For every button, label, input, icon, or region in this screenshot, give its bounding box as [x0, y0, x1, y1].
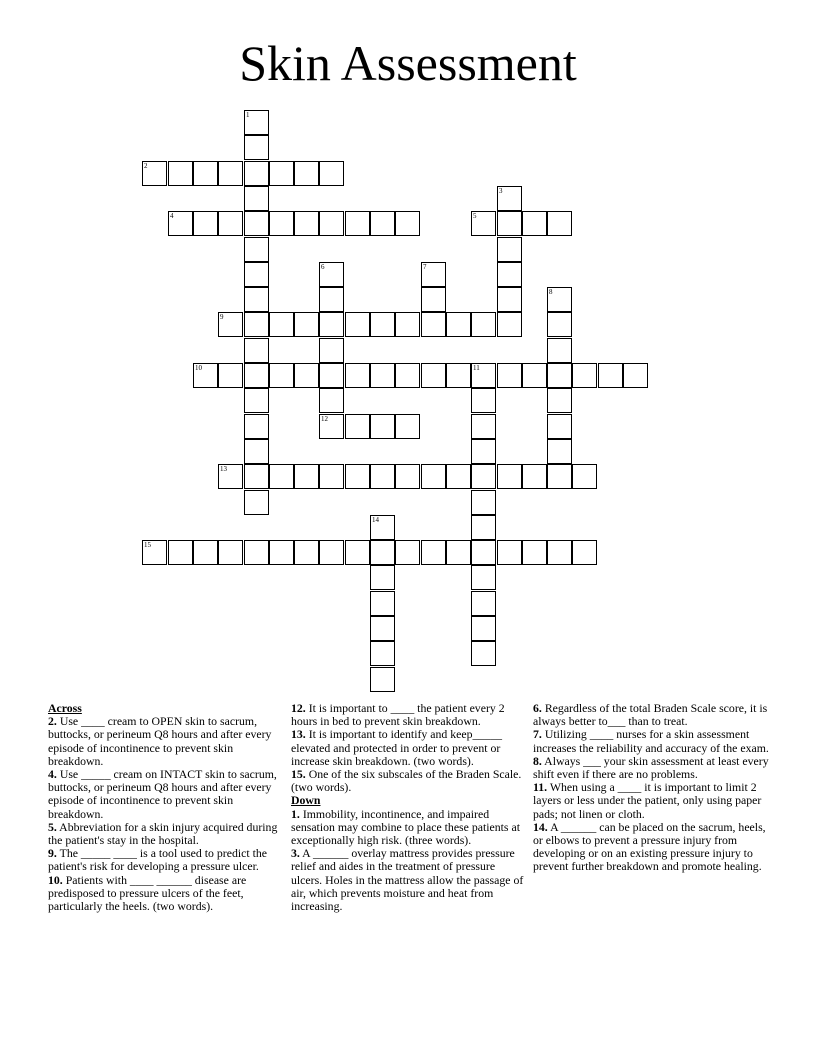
- clue-text: Use _____ cream on INTACT skin to sacrum, buttocks, or perineum Q8 hours and after every episode of incontinence to prevent skin breakdown.: [48, 767, 277, 821]
- grid-cell[interactable]: [471, 540, 496, 565]
- grid-cell[interactable]: [319, 388, 344, 413]
- clue-number: 1.: [291, 806, 300, 821]
- grid-cell[interactable]: [193, 363, 218, 388]
- clue-number: 15.: [291, 767, 306, 782]
- grid-cell[interactable]: [471, 414, 496, 439]
- clue-text: Immobility, incontinence, and impaired sensation may combine to place these patients at exceptionally high risk. (three words).: [291, 806, 520, 848]
- clue-number: 14.: [533, 819, 548, 834]
- grid-cell[interactable]: [471, 616, 496, 641]
- grid-cell[interactable]: [294, 161, 319, 186]
- grid-cell[interactable]: [497, 186, 522, 211]
- grid-cell[interactable]: [395, 312, 420, 337]
- grid-cell[interactable]: [395, 363, 420, 388]
- grid-cell[interactable]: [345, 211, 370, 236]
- clue-text: Regardless of the total Braden Scale score, it is always better to___ than to treat.: [533, 701, 768, 729]
- grid-cell[interactable]: [547, 439, 572, 464]
- clue-text: It is important to identify and keep_____ elevated and protected in order to prevent or increase skin breakdown. (two words).: [291, 727, 503, 768]
- clue-number: 4.: [48, 767, 57, 782]
- grid-cell[interactable]: [294, 464, 319, 489]
- grid-cell[interactable]: [370, 414, 395, 439]
- grid-cell[interactable]: [345, 312, 370, 337]
- grid-cell[interactable]: [244, 338, 269, 363]
- grid-cell[interactable]: [471, 515, 496, 540]
- grid-cell[interactable]: [370, 667, 395, 692]
- grid-cell[interactable]: [294, 363, 319, 388]
- grid-cell[interactable]: [471, 565, 496, 590]
- clue-text: Utilizing ____ nurses for a skin assessment increases the reliability and accuracy of the exam.: [533, 727, 769, 755]
- grid-cell[interactable]: [522, 464, 547, 489]
- grid-cell[interactable]: [446, 363, 471, 388]
- clue-number: 8.: [533, 753, 542, 768]
- clues-column-2: [291, 702, 527, 913]
- grid-cell[interactable]: [142, 161, 167, 186]
- grid-cell[interactable]: [370, 565, 395, 590]
- grid-cell[interactable]: [319, 464, 344, 489]
- cell-number: 1: [246, 111, 250, 119]
- grid-cell[interactable]: [269, 464, 294, 489]
- clue-down-8: [533, 755, 773, 781]
- grid-cell[interactable]: [319, 414, 344, 439]
- grid-cell[interactable]: [218, 161, 243, 186]
- grid-cell[interactable]: [218, 540, 243, 565]
- grid-cell[interactable]: [319, 161, 344, 186]
- grid-cell[interactable]: [471, 312, 496, 337]
- clue-number: 12.: [291, 701, 306, 715]
- grid-cell[interactable]: [471, 591, 496, 616]
- grid-cell[interactable]: [547, 388, 572, 413]
- grid-cell[interactable]: [547, 312, 572, 337]
- grid-cell[interactable]: [421, 540, 446, 565]
- cell-number: 13: [220, 465, 227, 473]
- clues-column-3: [533, 702, 773, 874]
- grid-cell[interactable]: [370, 616, 395, 641]
- grid-cell[interactable]: [269, 211, 294, 236]
- grid-cell[interactable]: [269, 540, 294, 565]
- grid-cell[interactable]: [395, 464, 420, 489]
- grid-cell[interactable]: [370, 515, 395, 540]
- grid-cell[interactable]: [193, 540, 218, 565]
- grid-cell[interactable]: [294, 211, 319, 236]
- grid-cell[interactable]: [244, 110, 269, 135]
- clue-across-4: [48, 768, 278, 821]
- clue-number: 10.: [48, 872, 63, 887]
- grid-cell[interactable]: [244, 135, 269, 160]
- clue-across-12: [291, 702, 527, 728]
- grid-cell[interactable]: [395, 540, 420, 565]
- grid-cell[interactable]: [547, 414, 572, 439]
- grid-cell[interactable]: [244, 363, 269, 388]
- grid-cell[interactable]: [421, 363, 446, 388]
- clue-number: 5.: [48, 819, 57, 834]
- cell-number: 9: [220, 313, 224, 321]
- grid-cell[interactable]: [345, 414, 370, 439]
- grid-cell[interactable]: [497, 287, 522, 312]
- grid-cell[interactable]: [471, 464, 496, 489]
- clue-number: 6.: [533, 701, 542, 715]
- page-title: Skin Assessment: [239, 35, 577, 91]
- grid-cell[interactable]: [244, 490, 269, 515]
- grid-cell[interactable]: [446, 312, 471, 337]
- clue-text: Abbreviation for a skin injury acquired during the patient's stay in the hospital.: [48, 819, 278, 848]
- clue-across-15: [291, 768, 527, 794]
- grid-cell[interactable]: [319, 211, 344, 236]
- grid-cell[interactable]: [244, 211, 269, 236]
- clue-text: The _____ ____ is a tool used to predict the patient's risk for developing a pressure ulcer.: [48, 846, 267, 874]
- cell-number: 12: [321, 415, 328, 423]
- grid-cell[interactable]: [623, 363, 648, 388]
- grid-cell[interactable]: [269, 161, 294, 186]
- grid-cell[interactable]: [572, 363, 597, 388]
- clue-down-14: [533, 821, 773, 874]
- clue-across-13: [291, 728, 527, 768]
- grid-cell[interactable]: [446, 464, 471, 489]
- grid-cell[interactable]: [345, 363, 370, 388]
- clue-down-3: [291, 847, 527, 913]
- grid-cell[interactable]: [294, 540, 319, 565]
- grid-cell[interactable]: [471, 211, 496, 236]
- clue-text: It is important to ____ the patient every 2 hours in bed to prevent skin breakdown.: [291, 701, 505, 729]
- cell-number: 8: [549, 288, 553, 296]
- grid-cell[interactable]: [522, 540, 547, 565]
- cell-number: 4: [170, 212, 174, 220]
- grid-cell[interactable]: [497, 237, 522, 262]
- grid-cell[interactable]: [421, 262, 446, 287]
- grid-cell[interactable]: [244, 262, 269, 287]
- cell-number: 15: [144, 541, 151, 549]
- cell-number: 10: [195, 364, 202, 372]
- grid-cell[interactable]: [471, 641, 496, 666]
- grid-cell[interactable]: [319, 363, 344, 388]
- grid-cell[interactable]: [244, 388, 269, 413]
- grid-cell[interactable]: [269, 363, 294, 388]
- cell-number: 3: [499, 187, 503, 195]
- clue-text: Use ____ cream to OPEN skin to sacrum, buttocks, or perineum Q8 hours and after every episode of incontinence to prevent skin breakdown.: [48, 714, 272, 768]
- grid-cell[interactable]: [497, 540, 522, 565]
- clue-across-9: [48, 847, 278, 873]
- clue-number: 3.: [291, 846, 300, 861]
- clue-number: 13.: [291, 727, 306, 742]
- grid-cell[interactable]: [345, 464, 370, 489]
- grid-cell[interactable]: [319, 312, 344, 337]
- grid-cell[interactable]: [471, 439, 496, 464]
- grid-cell[interactable]: [294, 312, 319, 337]
- grid-cell[interactable]: [244, 186, 269, 211]
- grid-cell[interactable]: [370, 312, 395, 337]
- grid-cell[interactable]: [193, 211, 218, 236]
- clue-down-6: [533, 702, 773, 728]
- grid-cell[interactable]: [244, 439, 269, 464]
- grid-cell[interactable]: [421, 287, 446, 312]
- grid-cell[interactable]: [244, 540, 269, 565]
- grid-cell[interactable]: [395, 414, 420, 439]
- grid-cell[interactable]: [522, 363, 547, 388]
- clue-down-11: [533, 781, 773, 821]
- grid-cell[interactable]: [244, 287, 269, 312]
- grid-cell[interactable]: [572, 540, 597, 565]
- grid-cell[interactable]: [218, 312, 243, 337]
- grid-cell[interactable]: [572, 464, 597, 489]
- grid-cell[interactable]: [547, 363, 572, 388]
- grid-cell[interactable]: [244, 312, 269, 337]
- grid-cell[interactable]: [370, 211, 395, 236]
- cell-number: 5: [473, 212, 477, 220]
- clue-text: Always ___ your skin assessment at least every shift even if there are no problems.: [533, 753, 769, 782]
- grid-cell[interactable]: [471, 363, 496, 388]
- clues-column-1: [48, 702, 278, 913]
- cell-number: 11: [473, 364, 480, 372]
- grid-cell[interactable]: [218, 464, 243, 489]
- grid-cell[interactable]: [547, 338, 572, 363]
- grid-cell[interactable]: [319, 338, 344, 363]
- clue-text: When using a ____ it is important to limit 2 layers or less under the patient, only using paper pads; not linen or cloth.: [533, 780, 762, 821]
- grid-cell[interactable]: [421, 464, 446, 489]
- cell-number: 14: [372, 516, 379, 524]
- grid-cell[interactable]: [193, 161, 218, 186]
- grid-cell[interactable]: [319, 262, 344, 287]
- grid-cell[interactable]: [547, 464, 572, 489]
- clue-text: A ______ can be placed on the sacrum, heels, or elbows to prevent a pressure injury from developing or on an existing pressure injury to prevent further breakdown and promote healing.: [533, 819, 766, 874]
- grid-cell[interactable]: [497, 262, 522, 287]
- grid-cell[interactable]: [547, 540, 572, 565]
- grid-cell[interactable]: [168, 540, 193, 565]
- grid-cell[interactable]: [370, 363, 395, 388]
- cell-number: 2: [144, 162, 148, 170]
- clue-number: 9.: [48, 846, 57, 861]
- grid-cell[interactable]: [497, 363, 522, 388]
- grid-cell[interactable]: [218, 211, 243, 236]
- clue-across-2: [48, 715, 278, 768]
- cell-number: 7: [423, 263, 427, 271]
- grid-cell[interactable]: [395, 211, 420, 236]
- clue-number: 7.: [533, 727, 542, 742]
- grid-cell[interactable]: [547, 211, 572, 236]
- grid-cell[interactable]: [168, 211, 193, 236]
- clue-down-1: [291, 808, 527, 848]
- grid-cell[interactable]: [598, 363, 623, 388]
- down-heading: Down: [291, 793, 321, 808]
- grid-cell[interactable]: [497, 464, 522, 489]
- grid-cell[interactable]: [142, 540, 167, 565]
- clue-number: 2.: [48, 714, 57, 729]
- clue-text: One of the six subscales of the Braden Scale. (two words).: [291, 767, 522, 795]
- clue-text: A ______ overlay mattress provides pressure relief and aides in the treatment of pressure ulcers. Holes in the mattress allow the passage of air, which prevents moisture and heat from increasing.: [291, 846, 524, 914]
- grid-cell[interactable]: [244, 237, 269, 262]
- grid-cell[interactable]: [370, 641, 395, 666]
- cell-number: 6: [321, 263, 325, 271]
- clue-down-7: [533, 728, 773, 754]
- grid-cell[interactable]: [497, 211, 522, 236]
- clue-text: Patients with ____ ______ disease are predisposed to pressure ulcers of the feet, particularly the heels. (two words).: [48, 872, 247, 914]
- grid-cell[interactable]: [269, 312, 294, 337]
- clue-across-10: [48, 874, 278, 914]
- grid-cell[interactable]: [497, 312, 522, 337]
- grid-cell[interactable]: [168, 161, 193, 186]
- grid-cell[interactable]: [319, 287, 344, 312]
- grid-cell[interactable]: [471, 388, 496, 413]
- grid-cell[interactable]: [218, 363, 243, 388]
- grid-cell[interactable]: [522, 211, 547, 236]
- clue-across-5: [48, 821, 278, 847]
- grid-cell[interactable]: [244, 161, 269, 186]
- grid-cell[interactable]: [446, 540, 471, 565]
- grid-cell[interactable]: [370, 464, 395, 489]
- grid-cell[interactable]: [244, 464, 269, 489]
- grid-cell[interactable]: [370, 591, 395, 616]
- grid-cell[interactable]: [370, 540, 395, 565]
- grid-cell[interactable]: [421, 312, 446, 337]
- grid-cell[interactable]: [345, 540, 370, 565]
- clue-number: 11.: [533, 780, 548, 795]
- grid-cell[interactable]: [471, 490, 496, 515]
- grid-cell[interactable]: [244, 414, 269, 439]
- grid-cell[interactable]: [547, 287, 572, 312]
- across-heading: Across: [48, 701, 82, 715]
- grid-cell[interactable]: [319, 540, 344, 565]
